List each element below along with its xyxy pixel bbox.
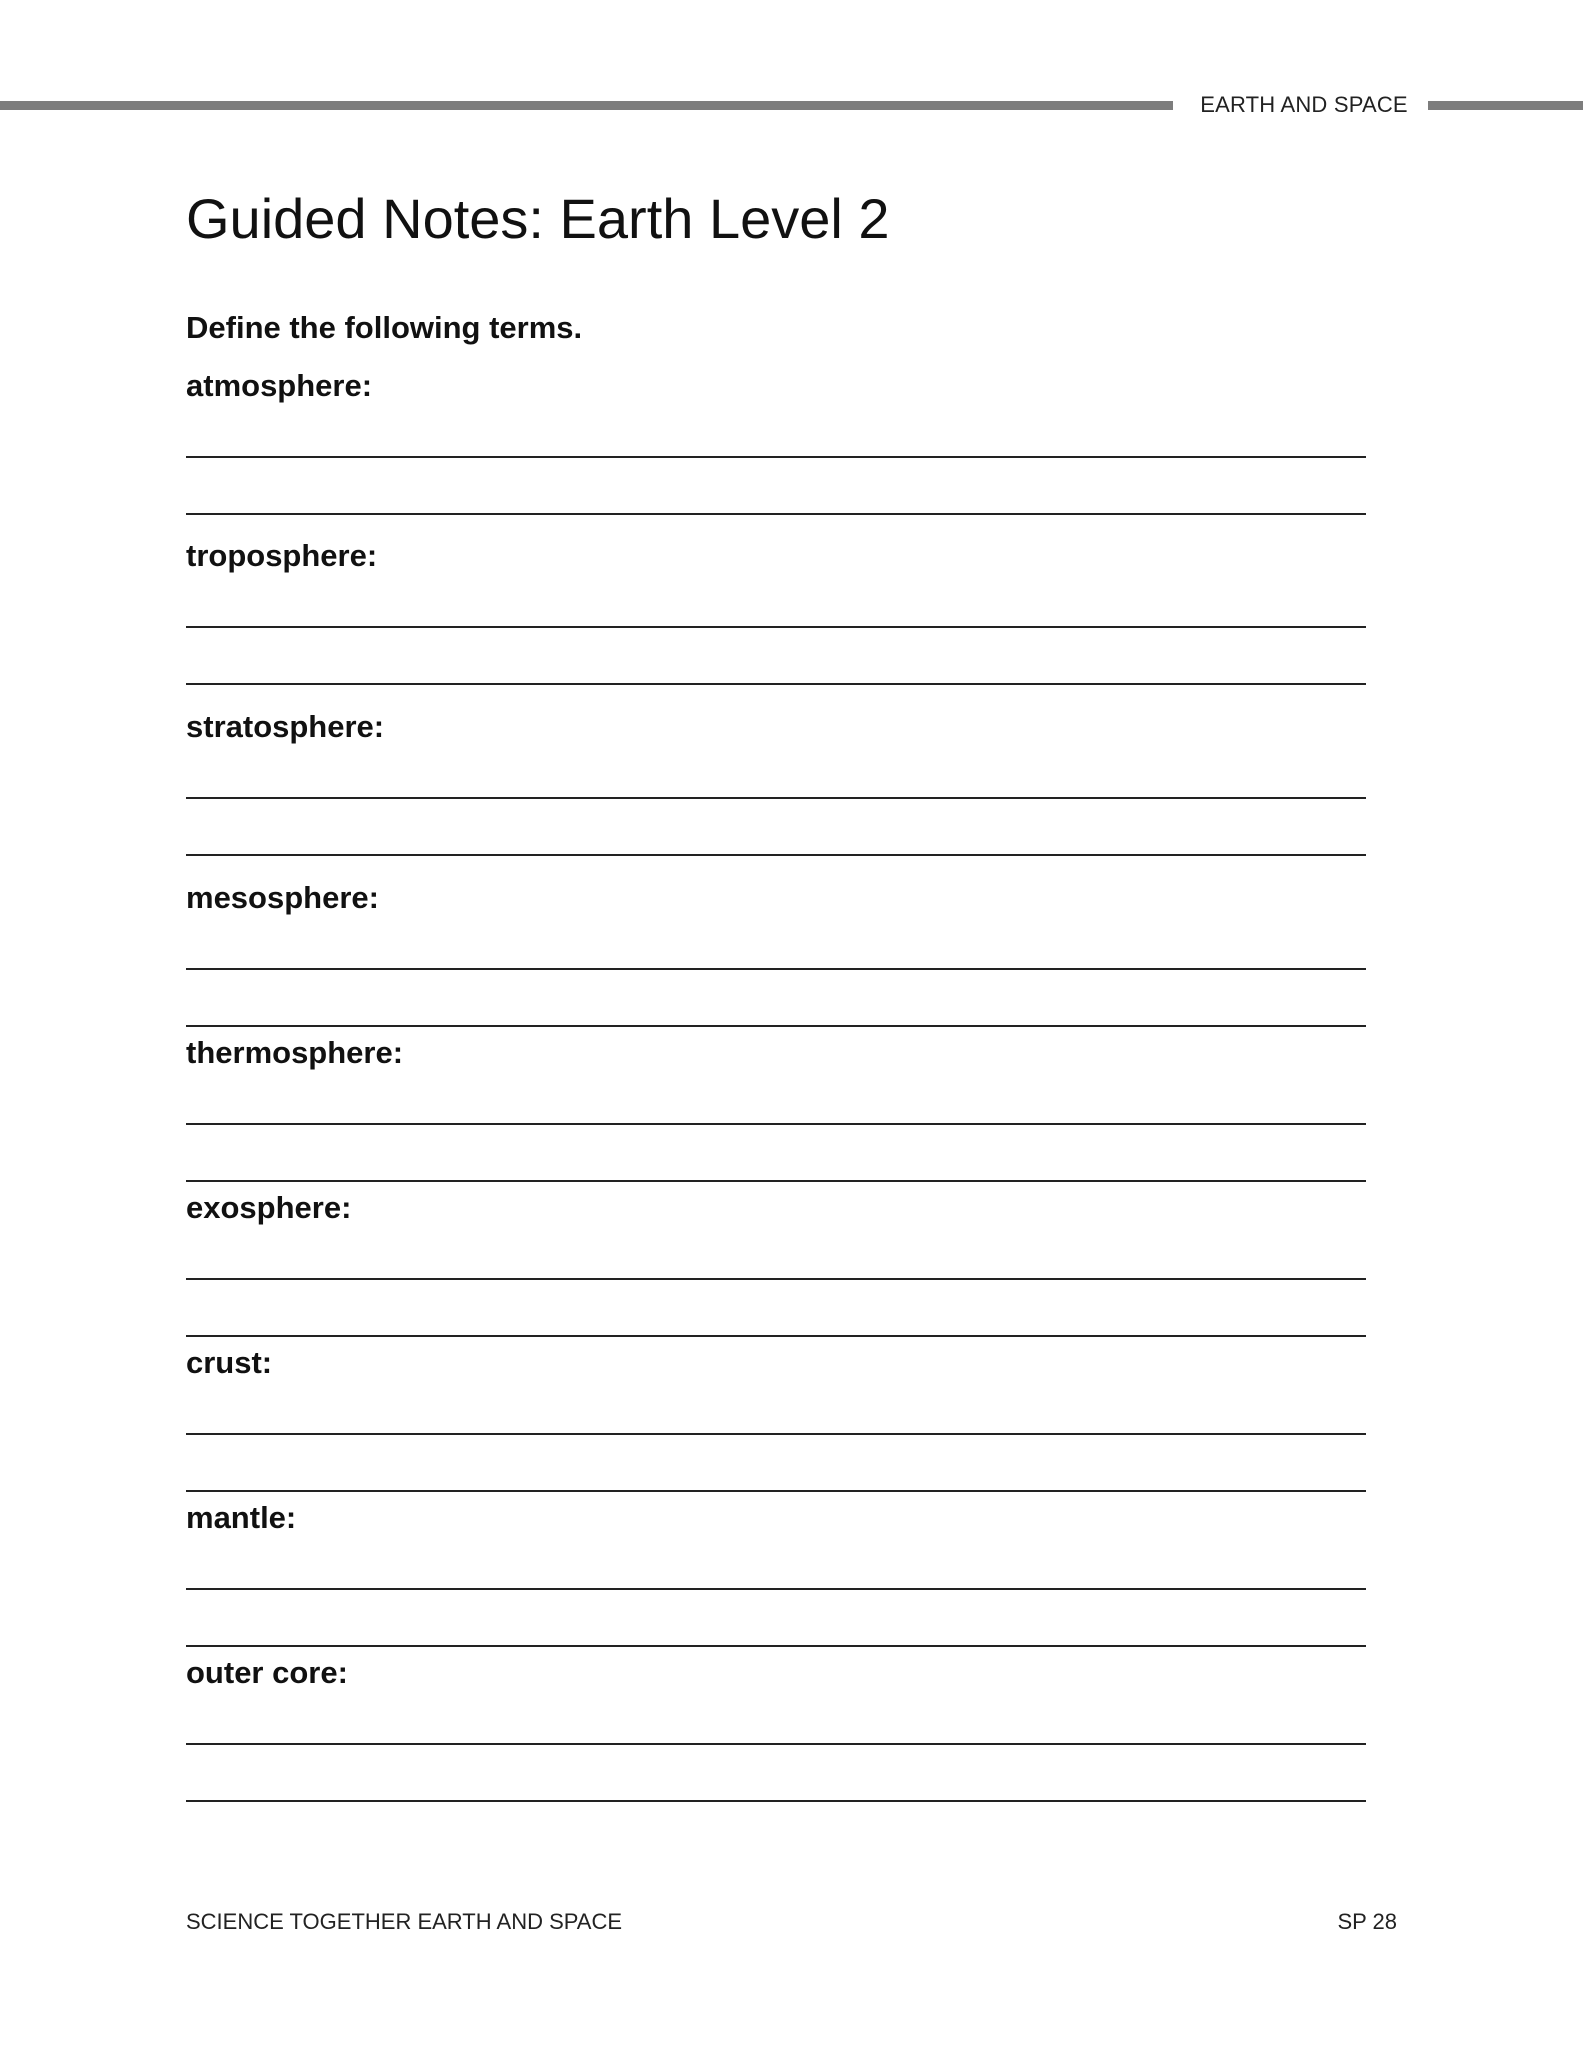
answer-line-1[interactable] [186,1433,1366,1435]
page-title: Guided Notes: Earth Level 2 [186,187,890,250]
term-label: troposphere: [186,538,378,573]
term-label: exosphere: [186,1190,352,1225]
term-label: crust: [186,1345,273,1380]
instructions: Define the following terms. [186,310,583,345]
term-label: thermosphere: [186,1035,404,1070]
answer-line-2[interactable] [186,683,1366,685]
answer-line-2[interactable] [186,513,1366,515]
answer-line-1[interactable] [186,1588,1366,1590]
answer-line-2[interactable] [186,1180,1366,1182]
term-label: stratosphere: [186,709,385,744]
answer-line-2[interactable] [186,1490,1366,1492]
term-label: mantle: [186,1500,297,1535]
term-label: mesosphere: [186,880,379,915]
answer-line-2[interactable] [186,1645,1366,1647]
answer-line-1[interactable] [186,626,1366,628]
header-rule-right [1428,101,1583,110]
answer-line-1[interactable] [186,456,1366,458]
answer-line-1[interactable] [186,968,1366,970]
answer-line-1[interactable] [186,1123,1366,1125]
answer-line-2[interactable] [186,854,1366,856]
footer-page-number: SP 28 [1337,1909,1397,1934]
answer-line-2[interactable] [186,1335,1366,1337]
answer-line-1[interactable] [186,1743,1366,1745]
answer-line-2[interactable] [186,1800,1366,1802]
answer-line-1[interactable] [186,797,1366,799]
section-label: EARTH AND SPACE [1200,92,1408,117]
term-label: atmosphere: [186,368,373,403]
header-rule-left [0,101,1173,110]
answer-line-2[interactable] [186,1025,1366,1027]
term-label: outer core: [186,1655,348,1690]
answer-line-1[interactable] [186,1278,1366,1280]
footer-book-title: SCIENCE TOGETHER EARTH AND SPACE [186,1909,623,1934]
